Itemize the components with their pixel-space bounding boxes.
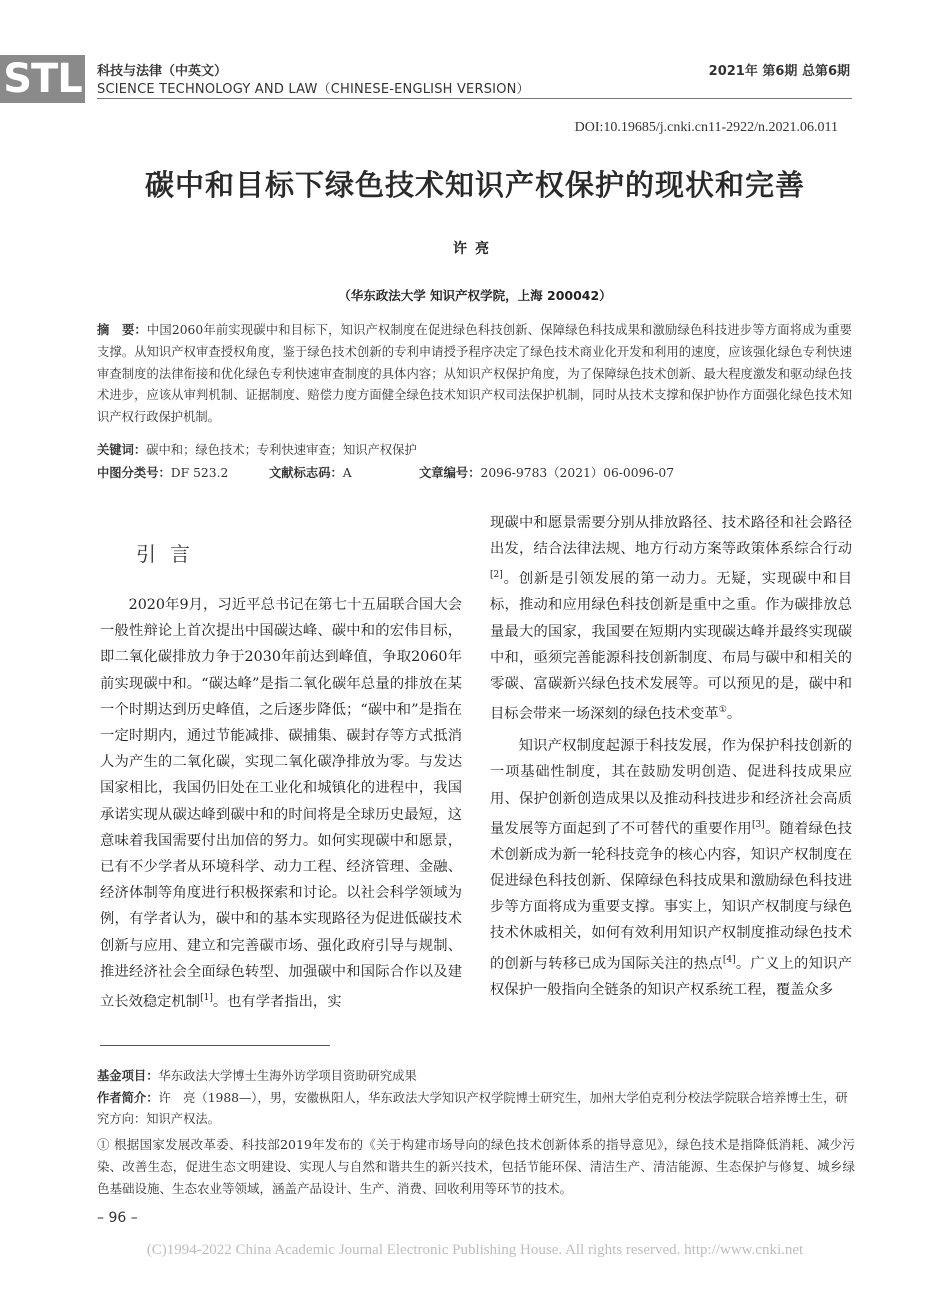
paragraph-text: 知识产权制度起源于科技发展，作为保护科技创新的一项基础性制度，其在鼓励发明创造、促进科技成果应用、保护创新创造成果以及推动科技进步和经济社会高质量发展等方面起到了不可替代的重要作用 xyxy=(490,738,852,837)
header-divider xyxy=(97,98,852,99)
citation[interactable]: [4] xyxy=(722,954,736,965)
keywords xyxy=(97,440,417,458)
journal-logo: STL xyxy=(0,55,85,103)
footnote-marker[interactable]: ① xyxy=(718,705,727,716)
paragraph xyxy=(100,592,462,1015)
paragraph-text: 。也有学者指出，实 xyxy=(212,993,342,1010)
author-name: 许亮 xyxy=(453,241,497,257)
funding-text: 华东政法大学博士生海外访学项目资助研究成果 xyxy=(158,1069,417,1083)
article-number-label: 文章编号： xyxy=(419,466,481,480)
body-column-right xyxy=(490,510,852,1003)
doi[interactable]: DOI:10.19685/j.cnki.cn11-2922/n.2021.06.011 xyxy=(574,120,838,135)
bio-text: 许 亮（1988—），男，安徽枞阳人，华东政法大学知识产权学院博士研究生，加州大学伯克利分校法学院联合培养博士生，研究方向：知识产权法。 xyxy=(97,1091,848,1126)
classification-line xyxy=(97,463,852,481)
page-number: – 96 – xyxy=(97,1210,138,1226)
issue-info: 2021年 第6期 总第6期 xyxy=(708,64,850,79)
footnote-divider xyxy=(100,1045,330,1046)
paragraph-text: 现碳中和愿景需要分别从排放路径、技术路径和社会路径出发，结合法律法规、地方行动方案等政策体系综合行动 xyxy=(490,515,852,558)
body-column-left xyxy=(100,592,462,1015)
citation[interactable]: [3] xyxy=(751,819,765,830)
abstract xyxy=(97,320,852,429)
paragraph xyxy=(490,733,852,1003)
keywords-label: 关键词： xyxy=(97,443,147,457)
paragraph-text: 。广义上的知识产权保护一般指向全链条的知识产权系统工程，覆盖众多 xyxy=(490,955,853,998)
clc-value: DF 523.2 xyxy=(170,466,229,480)
paragraph xyxy=(490,510,852,727)
abstract-label: 摘 要： xyxy=(97,323,147,337)
citation[interactable]: [2] xyxy=(490,570,503,581)
footnote: ① 根据国家发展改革委、科技部2019年发布的《关于构建市场导向的绿色技术创新体系的指导意见》，绿色技术是指降低消耗、减少污染、改善生态，促进生态文明建设、实现人与自然和谐共生的新兴技术，包括节能环保、清洁生产、清洁能源、生态保护与修复、城乡绿色基础设施、生态农业等领域，涵盖产品设计、生产、消费、回收利用等环节的技术。 xyxy=(97,1137,855,1196)
doc-code-label: 文献标志码： xyxy=(269,466,343,480)
author-affiliation: （华东政法大学 知识产权学院，上海 200042） xyxy=(338,288,612,303)
abstract-text: 中国2060年前实现碳中和目标下，知识产权制度在促进绿色科技创新、保障绿色科技成果和激励绿色科技进步等方面将成为重要支撑。从知识产权审查授权角度，鉴于绿色技术创新的专利申请授予程序决定了绿色技术商业化开发和利用的速度，应该强化绿色专利快速审查制度的法律衔接和优化绿色专利快速审查制度的具体内容；从知识产权保护角度，为了保障绿色技术创新、最大程度激发和驱动绿色技术进步，应该从审判机制、证据制度、赔偿力度方面健全绿色技术知识产权司法保护机制，同时从技术支撑和保护协作方面强化绿色技术知识产权行政保护机制。 xyxy=(97,323,852,425)
paragraph-text: 。创新是引领发展的第一动力。无疑，实现碳中和目标，推动和应用绿色科技创新是重中之重。作为碳排放总量最大的国家，我国要在短期内实现碳达峰并最终实现碳中和，亟须完善能源科技创新制度、布局与碳中和相关的零碳、富碳新兴绿色技术发展等。可以预见的是，碳中和目标会带来一场深刻的绿色技术变革 xyxy=(490,571,852,722)
paragraph-text: 2020年9月，习近平总书记在第七十五届联合国大会一般性辩论上首次提出中国碳达峰、碳中和的宏伟目标，即二氧化碳排放力争于2030年前达到峰值，争取2060年前实现碳中和。“碳达峰”是指二氧化碳年总量的排放在某一个时期达到历史峰值，之后逐步降低；“碳中和”是指在一定时期内，通过节能减排、碳捕集、碳封存等方式抵消人为产生的二氧化碳，实现二氧化碳净排放为零。与发达国家相比，我国仍旧处在工业化和城镇化的进程中，我国承诺实现从碳达峰到碳中和的时间将是全球历史最短，这意味着我国需要付出加倍的努力。如何实现碳中和愿景，已有不少学者从环境科学、动力工程、经济管理、金融、经济体制等角度进行积极探索和讨论。以社会科学领域为例，有学者认为，碳中和的基本实现路径为促进低碳技术创新与应用、建立和完善碳市场、强化政府引导与规制、推进经济社会全面绿色转型、加强碳中和国际合作以及建立长效稳定机制 xyxy=(100,597,462,1010)
paragraph-text: 。 xyxy=(726,705,742,722)
bio-label: 作者简介： xyxy=(97,1091,159,1105)
doc-code-value: A xyxy=(342,466,352,480)
funding-label: 基金项目： xyxy=(97,1069,159,1083)
copyright-notice: (C)1994-2022 China Academic Journal Electronic Publishing House. All rights reserved. http://www.cnki.net xyxy=(146,1242,804,1258)
funding xyxy=(97,1066,417,1084)
keywords-text: 碳中和；绿色技术；专利快速审查；知识产权保护 xyxy=(146,443,417,457)
citation[interactable]: [1] xyxy=(200,993,213,1004)
article-number-value: 2096-9783（2021）06-0096-07 xyxy=(480,466,675,480)
journal-name-cn: 科技与法律（中英文） xyxy=(97,64,228,79)
section-heading: 引言 xyxy=(136,542,204,566)
paragraph-text: 。随着绿色技术创新成为新一轮科技竞争的核心内容，知识产权制度在促进绿色科技创新、保障绿色科技成果和激励绿色科技进步等方面将成为重要支撑。事实上，知识产权制度与绿色技术休戚相关，如何有效利用知识产权制度推动绿色技术的创新与转移已成为国际关注的热点 xyxy=(490,820,852,972)
clc-label: 中图分类号： xyxy=(97,466,171,480)
article-title: 碳中和目标下绿色技术知识产权保护的现状和完善 xyxy=(144,168,805,202)
author-bio xyxy=(97,1088,855,1130)
journal-name-en: SCIENCE TECHNOLOGY AND LAW（CHINESE-ENGLISH VERSION） xyxy=(97,82,530,97)
